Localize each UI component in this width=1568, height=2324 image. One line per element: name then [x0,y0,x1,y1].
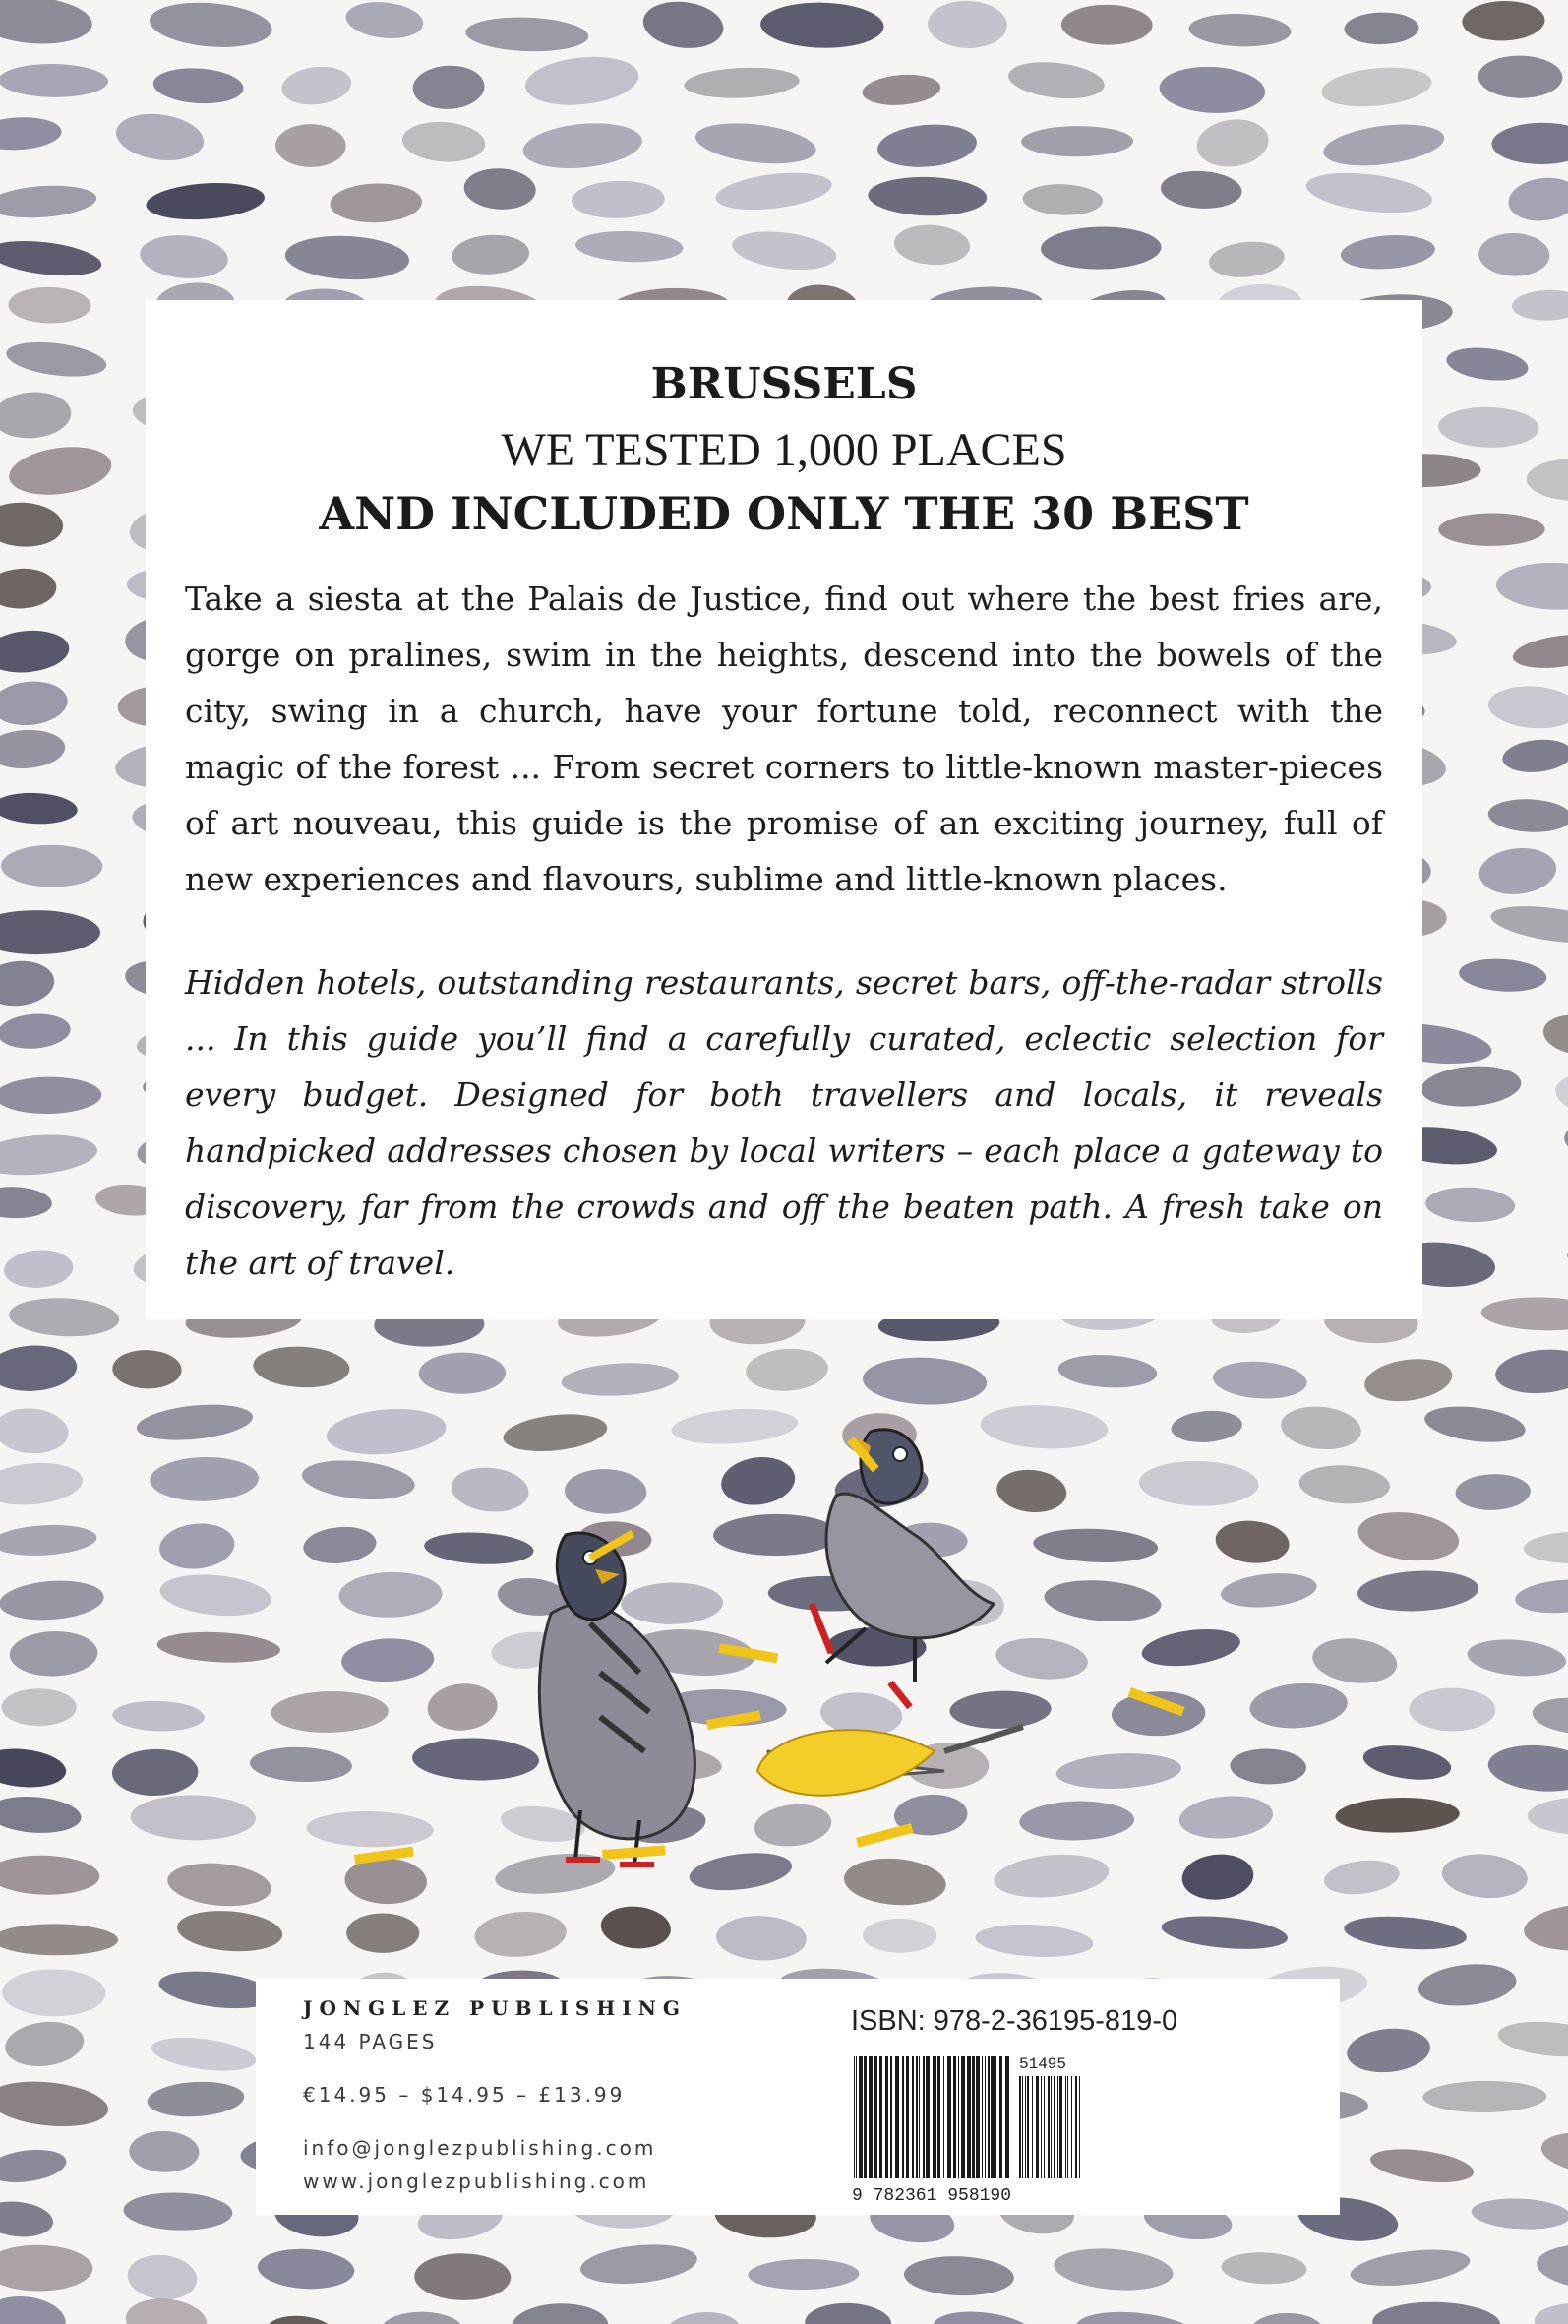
barcode [850,2050,1086,2208]
price-barcode-bar [1041,2076,1042,2178]
price-barcode-bar [1059,2076,1062,2178]
barcode-bar [988,2056,990,2178]
publisher-name: JONGLEZ PUBLISHING [303,1996,687,2020]
barcode-bar [943,2056,944,2178]
barcode-bar [958,2056,959,2178]
barcode-bar [961,2056,965,2178]
barcode-bar [919,2056,920,2178]
barcode-bar [856,2056,857,2178]
tagline-paragraph: Hidden hotels, outstanding restaurants, secret bars, off-the-radar strolls ... In this guide you’ll find a carefully curated, eclectic selection for every budget. Designed for both travellers and locals, it reveals handpicked addresses chosen by local writers – each place a gateway to discovery, far from the crowds and off the beaten path. A fresh take on the art of travel. [185,963,1383,1282]
price-code: 51495 [1019,2055,1067,2073]
barcode-bar [890,2056,892,2178]
barcode-bars [854,2056,1009,2178]
barcode-bar [859,2056,863,2178]
barcode-bar [854,2056,855,2178]
website-url[interactable]: www.jonglezpublishing.com [303,2170,650,2193]
barcode-bar [874,2056,877,2178]
page-count: 144 PAGES [303,2030,438,2053]
pigeon-right [812,1430,994,1707]
barcode-bar [864,2056,867,2178]
isbn-label: ISBN: 978-2-36195-819-0 [851,2005,1178,2037]
city-title: BRUSSELS [650,359,918,409]
barcode-bar [933,2056,936,2178]
price-barcode-bar [1048,2076,1050,2178]
barcode-bar [972,2056,975,2178]
publisher-details [303,1996,687,2193]
barcode-bar [991,2056,995,2178]
barcode-bar [916,2056,918,2178]
barcode-bar [982,2056,983,2178]
barcode-bar [999,2056,1002,2178]
barcode-bar [976,2056,980,2178]
price-barcode-bar [1054,2076,1055,2178]
barcode-bar [895,2056,899,2178]
barcode-bar [953,2056,956,2178]
price-barcode-bar [1071,2076,1072,2178]
publisher-info-box [256,1979,1340,2215]
price-barcode-bar [1067,2076,1068,2178]
subtitle-tested: WE TESTED 1,000 PLACES [501,424,1067,476]
barcode-bar [937,2056,940,2178]
barcode-bar [923,2056,925,2178]
price-list: €14.95 – $14.95 – £13.99 [303,2083,626,2107]
price-barcode-bar [1032,2076,1033,2178]
barcode-bar [926,2056,930,2178]
fries-cone [757,1727,1023,1796]
price-barcode-bar [1057,2076,1058,2178]
description-paragraph: Take a siesta at the Palais de Justice, find out where the best fries are, gorge on pralines, swim in the heights, descend into the bowels of the city, swing in a church, have your fortune told, reconnect with the magic of the forest ... From secret corners to little-known master-pieces of art nouveau, this guide is the promise of an exciting journey, full of new experiences and flavours, sublime and little-known places. [185,580,1383,898]
price-barcode-bar [1027,2076,1029,2178]
price-barcode-bar [1065,2076,1066,2178]
barcode-bar [879,2056,882,2178]
price-barcode-bar [1022,2076,1023,2178]
price-barcode-bars [1019,2076,1080,2178]
price-barcode-bar [1051,2076,1052,2178]
barcode-bar [1005,2056,1009,2178]
barcode-bar [967,2056,971,2178]
price-barcode-bar [1019,2076,1021,2178]
price-barcode-bar [1036,2076,1039,2178]
price-barcode-bar [1075,2076,1077,2178]
barcode-bar [995,2056,996,2178]
barcode-bar [869,2056,873,2178]
barcode-bar [947,2056,951,2178]
barcode-bar [906,2056,909,2178]
subtitle-best: AND INCLUDED ONLY THE 30 BEST [319,487,1249,540]
barcode-number: 9 782361 958190 [852,2186,1012,2206]
price-barcode-bar [1025,2076,1026,2178]
barcode-bar [885,2056,888,2178]
barcode-bar [985,2056,986,2178]
price-barcode-bar [1079,2076,1080,2178]
email-address[interactable]: info@jonglezpublishing.com [303,2136,657,2160]
barcode-bar [902,2056,904,2178]
price-barcode-bar [1044,2076,1045,2178]
barcode-bar [912,2056,914,2178]
pigeon-left [539,1530,694,1865]
